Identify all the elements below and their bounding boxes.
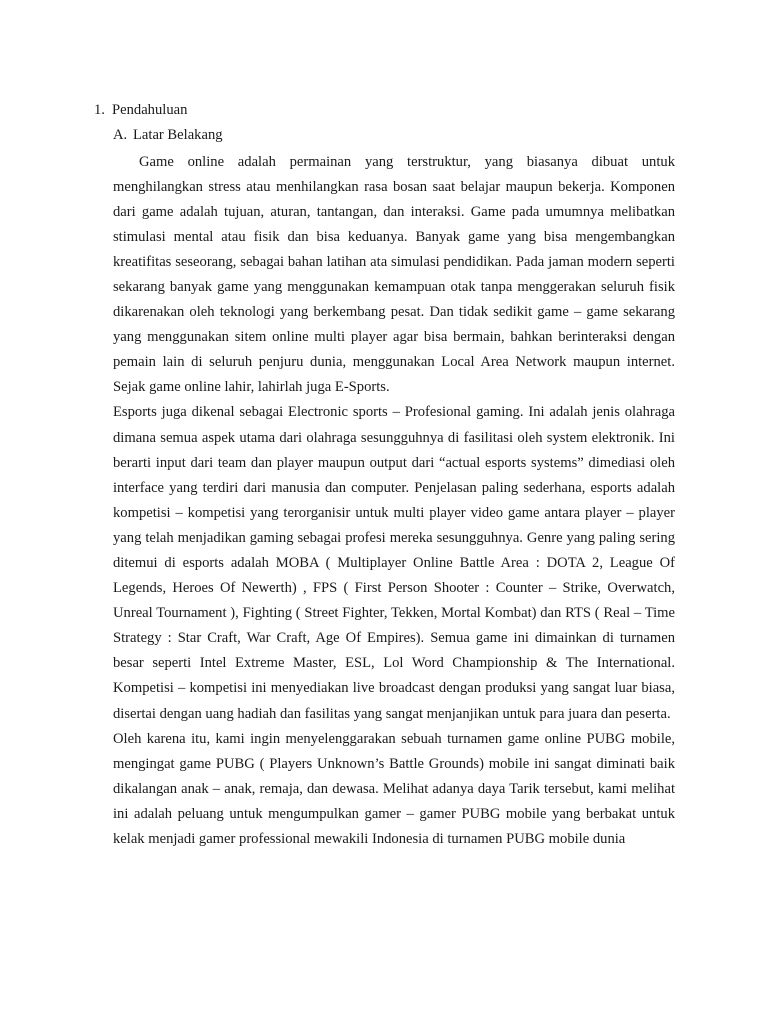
paragraph-esports: Esports juga dikenal sebagai Electronic sports – Profesional gaming. Ini adalah jenis olahraga dimana semua aspek utama dari olahraga sesungguhnya di fasilitasi oleh system elektronik. Ini berarti input dari team dan player maupun output dari “actual esports systems” dimediasi oleh interface yang terdiri dari manusia dan computer. Penjelasan paling sederhana, esports adalah kompetisi – kompetisi yang terorganisir untuk multi player video game antara player – player yang telah menjadikan gaming sebagai profesi mereka sesungguhnya. Genre yang paling sering ditemui di esports adalah MOBA ( Multiplayer Online Battle Area : DOTA 2, League Of Legends, Heroes Of Newerth) , FPS ( First Person Shooter : Counter – Strike, Overwatch, Unreal Tournament ), Fighting ( Street Fighter, Tekken, Mortal Kombat) dan RTS ( Real – Time Strategy : Star Craft, War Craft, Age Of Empires). Semua game ini dimainkan di turnamen besar seperti Intel Extreme Master, ESL, Lol Word Championship & The International. Kompetisi – kompetisi ini menyediakan live broadcast dengan produksi yang sangat luar biasa, disertai dengan uang hadiah dan fasilitas yang sangat menjanjikan untuk para juara dan peserta.: [113, 404, 675, 722]
paragraph-game-online: Game online adalah permainan yang terstruktur, yang biasanya dibuat untuk menghilangkan stress atau menhilangkan rasa bosan saat belajar maupun bekerja. Komponen dari game adalah tujuan, aturan, tantangan, dan interaksi. Game pada umumnya melibatkan stimulasi mental atau fisik dan bisa keduanya. Banyak game yang bisa mengembangkan kreatifitas seseorang, sebagai bahan latihan ata simulasi pendidikan. Pada jaman modern seperti sekarang banyak game yang menggunakan kemampuan otak tanpa menggerakan seluruh fisik dikarenakan oleh teknologi yang berkembang pesat. Dan tidak sedikit game – game sekarang yang menggunakan sitem online multi player agar bisa bermain, bahkan berinteraksi dengan pemain lain di seluruh penjuru dunia, menggunakan Local Area Network maupun internet. Sejak game online lahir, lahirlah juga E-Sports.: [113, 153, 675, 396]
subsection-number: A.: [113, 127, 128, 143]
body-text: [113, 150, 675, 853]
section-number: 1.: [94, 102, 105, 118]
paragraph-tournament: Oleh karena itu, kami ingin menyelenggarakan sebuah turnamen game online PUBG mobile, mengingat game PUBG ( Players Unknown’s Battle Grounds) mobile ini sangat diminati baik dikalangan anak – anak, remaja, dan dewasa. Melihat adanya daya Tarik tersebut, kami melihat ini adalah peluang untuk mengumpulkan gamer – gamer PUBG mobile yang berbakat untuk kelak menjadi gamer professional mewakili Indonesia di turnamen PUBG mobile dunia: [113, 730, 675, 848]
subsection-title: Latar Belakang: [133, 127, 223, 143]
section-title: Pendahuluan: [112, 102, 188, 118]
section-heading: [94, 100, 187, 120]
subsection-heading: [113, 125, 223, 145]
